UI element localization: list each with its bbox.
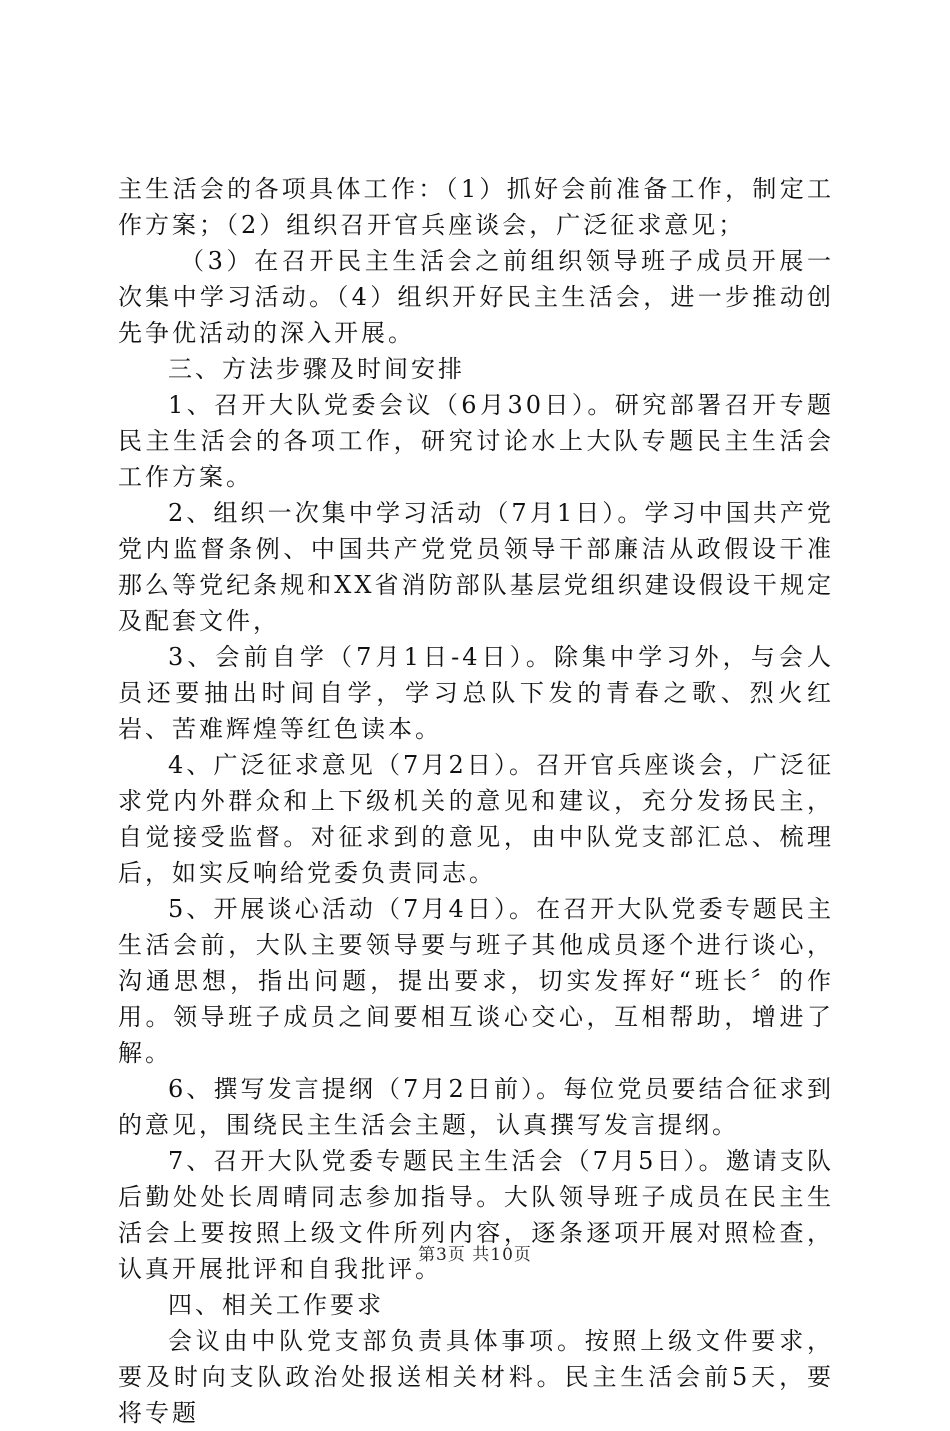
section-heading: 三、方法步骤及时间安排 [168, 355, 465, 383]
paragraph: 会议由中队党支部负责具体事项。按照上级文件要求，要及时向支队政治处报送相关材料。民主生活会前5天，要将专题 [118, 1327, 834, 1427]
paragraph: 7、召开大队党委专题民主生活会（7月5日）。邀请支队后勤处处长周晴同志参加指导。大队领导班子成员在民主生活会上要按照上级文件所列内容，逐条逐项开展对照检查，认真开展批评和自我批评。 [118, 1147, 834, 1283]
paragraph: 4、广泛征求意见（7月2日）。召开官兵座谈会，广泛征求党内外群众和上下级机关的意见和建议，充分发扬民主，自觉接受监督。对征求到的意见，由中队党支部汇总、梳理后，如实反响给党委负责同志。 [118, 751, 834, 887]
paragraph: 1、召开大队党委会议（6月30日）。研究部署召开专题民主生活会的各项工作，研究讨论水上大队专题民主生活会工作方案。 [118, 391, 834, 491]
section-heading: 四、相关工作要求 [168, 1291, 384, 1319]
page-number-footer: 第3页 共10页 [418, 1245, 532, 1265]
paragraph: 2、组织一次集中学习活动（7月1日）。学习中国共产党党内监督条例、中国共产党党员领导干部廉洁从政假设干准那么等党纪条规和XX省消防部队基层党组织建设假设干规定及配套文件， [118, 499, 834, 635]
paragraph: 5、开展谈心活动（7月4日）。在召开大队党委专题民主生活会前，大队主要领导要与班子其他成员逐个进行谈心，沟通思想，指出问题，提出要求，切实发挥好“班长〞的作用。领导班子成员之间要相互谈心交心，互相帮助，增进了解。 [118, 895, 834, 1067]
paragraph: 3、会前自学（7月1日-4日）。除集中学习外，与会人员还要抽出时间自学，学习总队下发的青春之歌、烈火红岩、苦难辉煌等红色读本。 [118, 643, 834, 743]
paragraph: 主生活会的各项具体工作：（1）抓好会前准备工作，制定工作方案；（2）组织召开官兵座谈会，广泛征求意见； [118, 175, 834, 239]
paragraph: 6、撰写发言提纲（7月2日前）。每位党员要结合征求到的意见，围绕民主生活会主题，认真撰写发言提纲。 [118, 1075, 834, 1139]
paragraph: （3）在召开民主生活会之前组织领导班子成员开展一次集中学习活动。（4）组织开好民主生活会，进一步推动创先争优活动的深入开展。 [118, 247, 834, 347]
